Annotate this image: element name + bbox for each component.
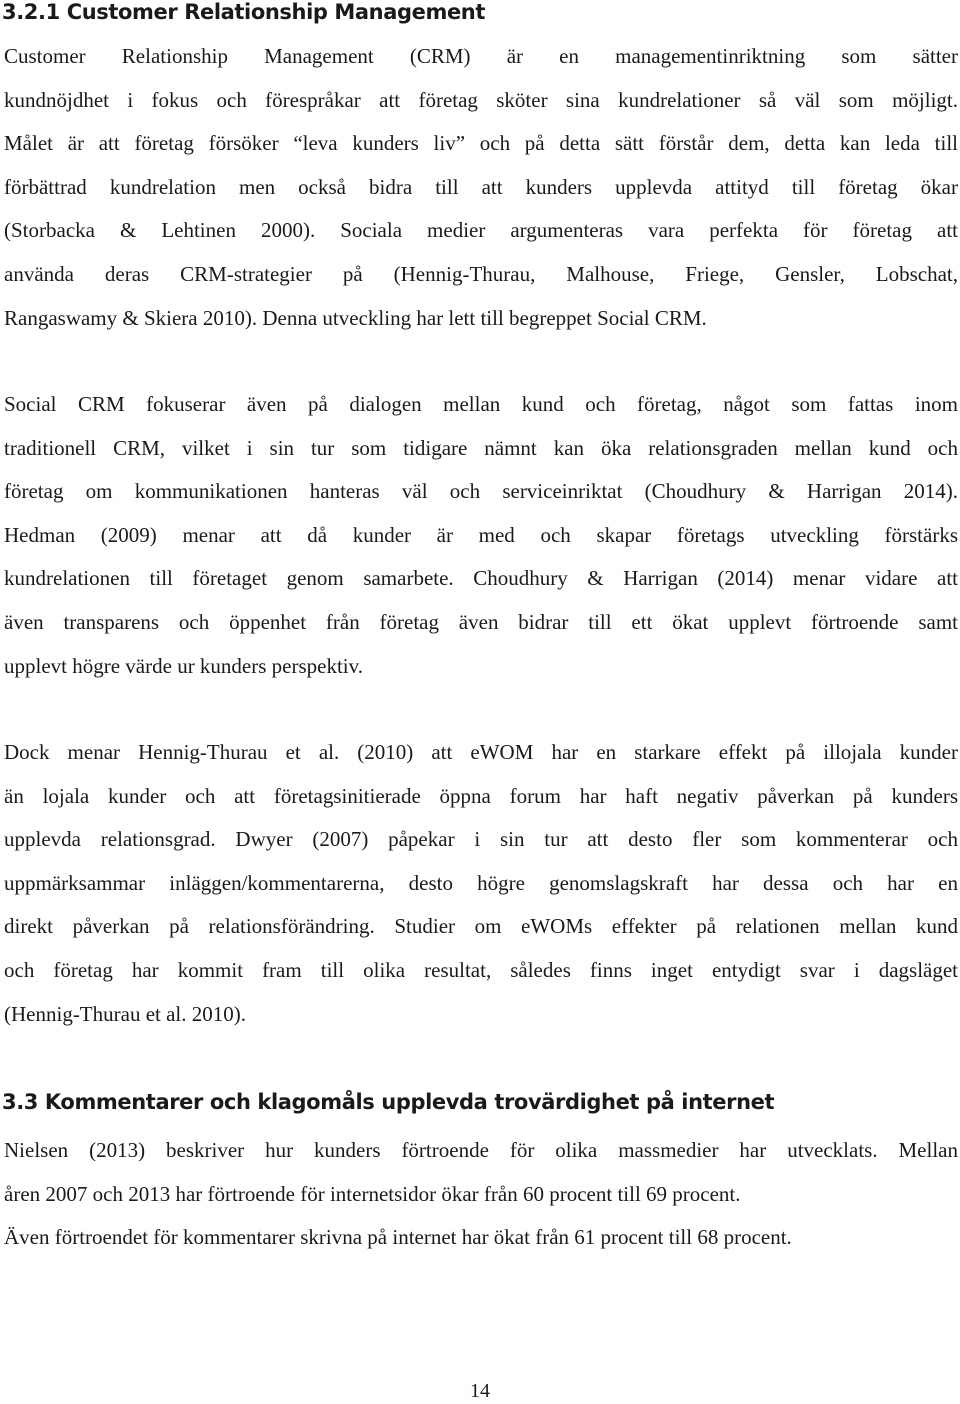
text-line: traditionell CRM, vilket i sin tur som tidigare nämnt kan öka relationsgraden mellan kund och bbox=[4, 435, 958, 460]
text-line: kundrelationen till företaget genom samarbete. Choudhury & Harrigan (2014) menar vidare att bbox=[4, 566, 958, 591]
text-line: Nielsen (2013) beskriver hur kunders förtroende för olika massmedier har utvecklats. Mellan bbox=[4, 1138, 958, 1162]
text-line: förbättrad kundrelation men också bidra till att kunders upplevda attityd till företag ökar bbox=[4, 174, 958, 199]
text-line: (Storbacka & Lehtinen 2000). Sociala medier argumenteras vara perfekta för företag att bbox=[4, 218, 958, 243]
text-line: upplevt högre värde ur kunders perspektiv. bbox=[4, 653, 364, 678]
section-heading-3-3: 3.3 Kommentarer och klagomåls upplevda trovärdighet på internet bbox=[2, 1090, 775, 1114]
text-line: företag om kommunikationen hanteras väl och serviceinriktat (Choudhury & Harrigan 2014). bbox=[4, 479, 958, 504]
text-line: Dock menar Hennig-Thurau et al. (2010) att eWOM har en starkare effekt på illojala kunder bbox=[4, 740, 958, 764]
text-line: upplevda relationsgrad. Dwyer (2007) påpekar i sin tur att desto fler som kommenterar och bbox=[4, 827, 958, 852]
text-line: än lojala kunder och att företagsinitierade öppna forum har haft negativ påverkan på kunders bbox=[4, 783, 958, 808]
text-line: Hedman (2009) menar att då kunder är med och skapar företags utveckling förstärks bbox=[4, 522, 958, 547]
text-line: även transparens och öppenhet från företag även bidrar till ett ökat upplevt förtroende samt bbox=[4, 609, 958, 634]
text-line: Målet är att företag försöker “leva kunders liv” och på detta sätt förstår dem, detta kan leda till bbox=[4, 131, 958, 156]
text-line: Även förtroendet för kommentarer skrivna på internet har ökat från 61 procent till 68 procent. bbox=[4, 1225, 792, 1250]
paragraph-ewom bbox=[4, 731, 958, 1036]
text-line: använda deras CRM-strategier på (Hennig-Thurau, Malhouse, Friege, Gensler, Lobschat, bbox=[4, 261, 958, 286]
text-line: uppmärksammar inläggen/kommentarerna, desto högre genomslagskraft har dessa och har en bbox=[4, 870, 958, 895]
text-line: åren 2007 och 2013 har förtroende för internetsidor ökar från 60 procent till 69 procent. bbox=[4, 1181, 741, 1206]
page-number: 14 bbox=[470, 1380, 490, 1402]
text-line: och företag har kommit fram till olika resultat, således finns inget entydigt svar i dagsläget bbox=[4, 957, 958, 982]
paragraph-social-crm bbox=[4, 383, 958, 688]
text-line: kundnöjdhet i fokus och förespråkar att företag sköter sina kundrelationer så väl som möjligt. bbox=[4, 87, 958, 112]
text-line: Rangaswamy & Skiera 2010). Denna utveckling har lett till begreppet Social CRM. bbox=[4, 305, 707, 330]
section-heading-3-2-1: 3.2.1 Customer Relationship Management bbox=[2, 0, 485, 24]
paragraph-nielsen bbox=[4, 1129, 958, 1260]
text-line: Social CRM fokuserar även på dialogen mellan kund och företag, något som fattas inom bbox=[4, 392, 958, 416]
text-line: direkt påverkan på relationsförändring. Studier om eWOMs effekter på relationen mellan kund bbox=[4, 914, 958, 939]
paragraph-crm-intro bbox=[4, 35, 958, 340]
text-line: (Hennig-Thurau et al. 2010). bbox=[4, 1001, 247, 1026]
text-line: Customer Relationship Management (CRM) är en managementinriktning som sätter bbox=[4, 44, 958, 68]
